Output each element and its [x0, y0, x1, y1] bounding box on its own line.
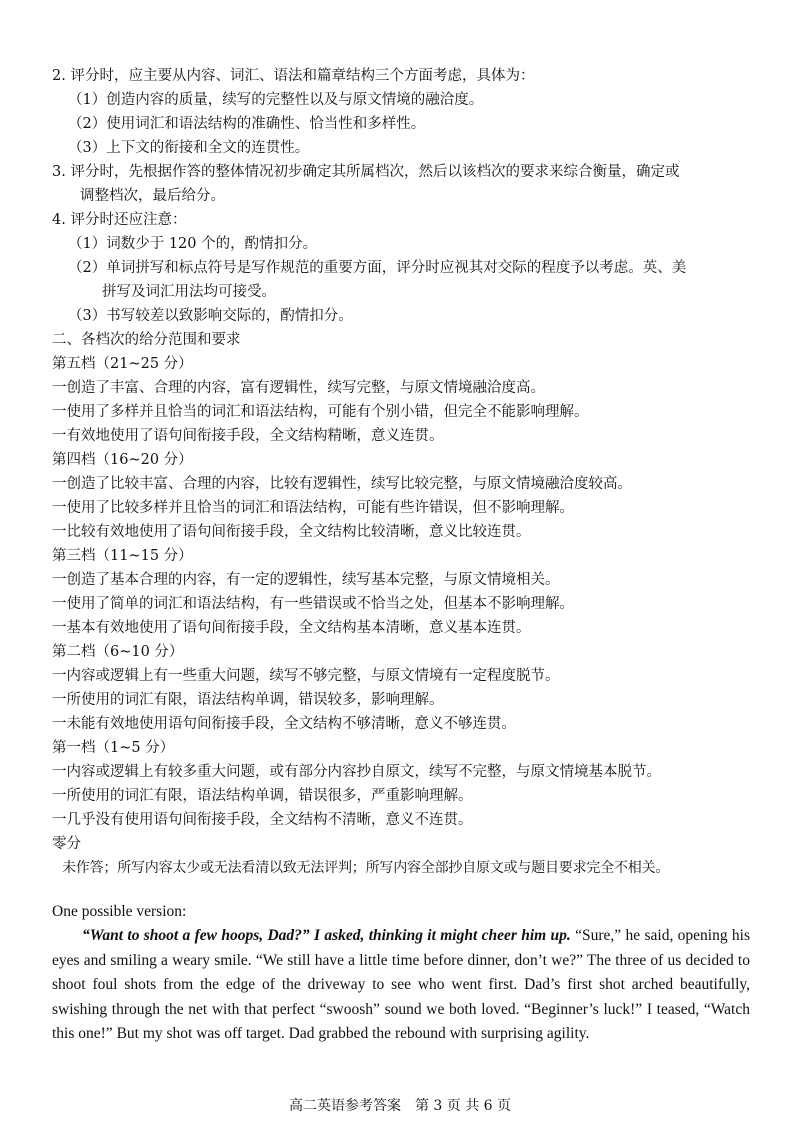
criteria-item-2-1: （1）创造内容的质量，续写的完整性以及与原文情境的融洽度。 [68, 92, 484, 108]
level-3-title: 第三档（11~15 分） [52, 548, 193, 564]
level-2-item: 一未能有效地使用语句间衔接手段，全文结构不够清晰，意义不够连贯。 [52, 716, 516, 732]
level-2-title: 第二档（6~10 分） [52, 644, 184, 660]
level-3-item: 一创造了基本合理的内容，有一定的逻辑性，续写基本完整，与原文情境相关。 [52, 572, 560, 588]
criteria-item-3-cont: 调整档次，最后给分。 [80, 188, 225, 204]
level-3-item: 一基本有效地使用了语句间衔接手段，全文结构基本清晰，意义基本连贯。 [52, 620, 531, 636]
sample-heading: One possible version: [52, 903, 187, 920]
criteria-item-2-3: （3）上下文的衔接和全文的连贯性。 [68, 140, 310, 156]
criteria-item-3: 3. 评分时，先根据作答的整体情况初步确定其所属档次，然后以该档次的要求来综合衡量，确定或 [52, 164, 680, 180]
section-heading: 二、各档次的给分范围和要求 [52, 332, 241, 348]
criteria-item-4-1: （1）词数少于 120 个的，酌情扣分。 [68, 236, 318, 252]
level-1-item: 一所使用的词汇有限，语法结构单调，错误很多，严重影响理解。 [52, 788, 473, 804]
criteria-item-4: 4. 评分时还应注意： [52, 212, 187, 228]
level-1-item: 一内容或逻辑上有较多重大问题，或有部分内容抄自原文，续写不完整，与原文情境基本脱节。 [52, 764, 661, 780]
level-0-title: 零分 [52, 836, 81, 852]
level-5-item: 一有效地使用了语句间衔接手段，全文结构精晰，意义连贯。 [52, 428, 444, 444]
criteria-item-2-2: （2）使用词汇和语法结构的准确性、恰当性和多样性。 [68, 116, 426, 132]
level-2-item: 一所使用的词汇有限，语法结构单调，错误较多，影响理解。 [52, 692, 444, 708]
level-1-item: 一几乎没有使用语句间衔接手段，全文结构不清晰，意义不连贯。 [52, 812, 473, 828]
criteria-item-4-3: （3）书写较差以致影响交际的，酌情扣分。 [68, 308, 353, 324]
criteria-item-4-2: （2）单词拼写和标点符号是写作规范的重要方面，评分时应视其对交际的程度予以考虑。英、美 [68, 260, 687, 276]
level-4-title: 第四档（16~20 分） [52, 452, 193, 468]
level-0-text: 未作答；所写内容太少或无法看清以致无法评判；所写内容全部抄自原文或与题目要求完全不相关。 [62, 860, 670, 876]
page-footer: 高二英语参考答案 第 3 页 共 6 页 [288, 1098, 512, 1114]
level-3-item: 一使用了简单的词汇和语法结构，有一些错误或不恰当之处，但基本不影响理解。 [52, 596, 574, 612]
level-5-title: 第五档（21~25 分） [52, 356, 193, 372]
level-4-item: 一使用了比较多样并且恰当的词汇和语法结构，可能有些许错误，但不影响理解。 [52, 500, 574, 516]
sample-essay-lead: “Want to shoot a few hoops, Dad?” I asked, thinking it might cheer him up. [82, 927, 571, 944]
level-2-item: 一内容或逻辑上有一些重大问题，续写不够完整，与原文情境有一定程度脱节。 [52, 668, 560, 684]
criteria-item-4-2-cont: 拼写及词汇用法均可接受。 [102, 284, 276, 300]
sample-essay-body: “Sure,” he said, opening his eyes and smiling a weary smile. “We still have a little time before dinner, don’t we?” The three of us decided to shoot foul shots from the edge of the driveway to see who went first. Dad’s first shot arched beautifully, swishing through the net with that perfect “swoosh” sound we both loved. “Beginner’s luck!” I teased, “Watch this one!” But my shot was off target. Dad grabbed the rebound with surprising agility. [52, 927, 751, 1042]
level-1-title: 第一档（1~5 分） [52, 740, 175, 756]
level-5-item: 一创造了丰富、合理的内容，富有逻辑性，续写完整，与原文情境融洽度高。 [52, 380, 545, 396]
level-4-item: 一比较有效地使用了语句间衔接手段，全文结构比较清晰，意义比较连贯。 [52, 524, 531, 540]
sample-essay [52, 924, 750, 1047]
criteria-item-2: 2. 评分时，应主要从内容、词汇、语法和篇章结构三个方面考虑，具体为： [52, 68, 535, 84]
level-4-item: 一创造了比较丰富、合理的内容，比较有逻辑性，续写比较完整，与原文情境融洽度较高。 [52, 476, 632, 492]
level-5-item: 一使用了多样并且恰当的词汇和语法结构，可能有个别小错，但完全不能影响理解。 [52, 404, 589, 420]
